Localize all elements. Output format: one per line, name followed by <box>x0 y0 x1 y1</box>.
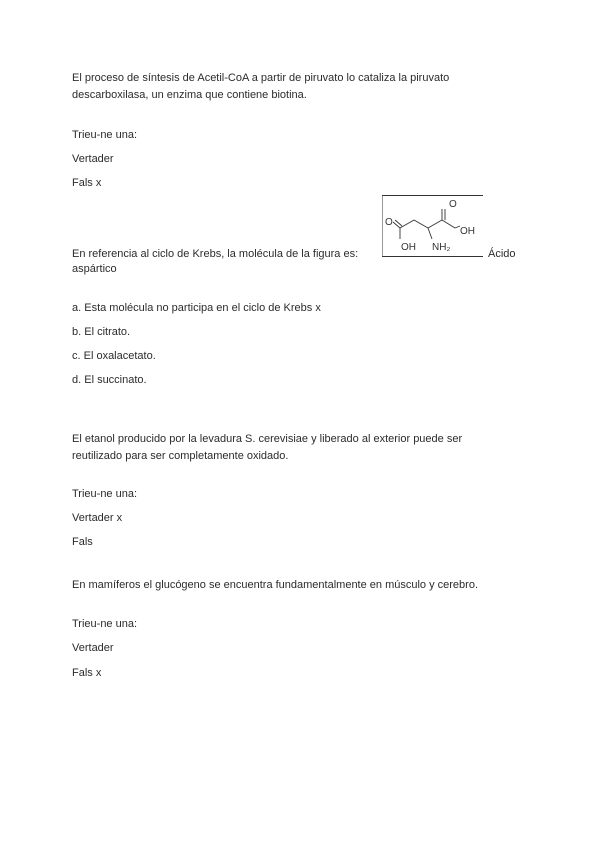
carbon-chain-bond <box>400 220 455 228</box>
q3-text-line1: El etanol producido por la levadura S. cerevisiae y liberado al exterior puede ser <box>72 433 463 445</box>
q1-text-line2: descarboxilasa, un enzima que contiene biotina. <box>72 89 307 101</box>
q3-option-false[interactable]: Fals <box>72 536 93 548</box>
nh2-bond <box>428 228 432 239</box>
q4-option-false[interactable]: Fals x <box>72 667 102 679</box>
q1-text-line1: El proceso de síntesis de Acetil-CoA a partir de piruvato lo cataliza la piruvato <box>72 72 450 84</box>
aspartic-acid-structure <box>382 195 483 257</box>
q3-prompt: Trieu-ne una: <box>72 488 138 500</box>
label-o-right: O <box>449 199 457 210</box>
q2-option-d[interactable]: d. El succinato. <box>72 374 147 386</box>
q2-option-a[interactable]: a. Esta molécula no participa en el ciclo de Krebs x <box>72 302 321 314</box>
q3-option-true[interactable]: Vertader x <box>72 512 123 524</box>
label-nh2: NH₂ <box>432 242 451 253</box>
q2-answer-note-1: Ácido <box>488 248 516 260</box>
q2-option-b[interactable]: b. El citrato. <box>72 326 131 338</box>
q1-option-false[interactable]: Fals x <box>72 177 102 189</box>
q2-option-c[interactable]: c. El oxalacetato. <box>72 350 156 362</box>
q2-text-line1: En referencia al ciclo de Krebs, la molécula de la figura es: <box>72 248 359 260</box>
label-oh-left: OH <box>401 242 416 253</box>
q3-text-line2: reutilizado para ser completamente oxidado. <box>72 450 289 462</box>
q1-option-true[interactable]: Vertader <box>72 153 114 165</box>
q2-answer-note-2: aspártico <box>72 263 117 275</box>
label-o-left: O <box>385 217 393 228</box>
q4-option-true[interactable]: Vertader <box>72 642 114 654</box>
q1-prompt: Trieu-ne una: <box>72 129 138 141</box>
label-oh-right: OH <box>460 226 475 237</box>
q4-prompt: Trieu-ne una: <box>72 618 138 630</box>
q4-text-line1: En mamíferos el glucógeno se encuentra fundamentalmente en músculo y cerebro. <box>72 579 479 591</box>
